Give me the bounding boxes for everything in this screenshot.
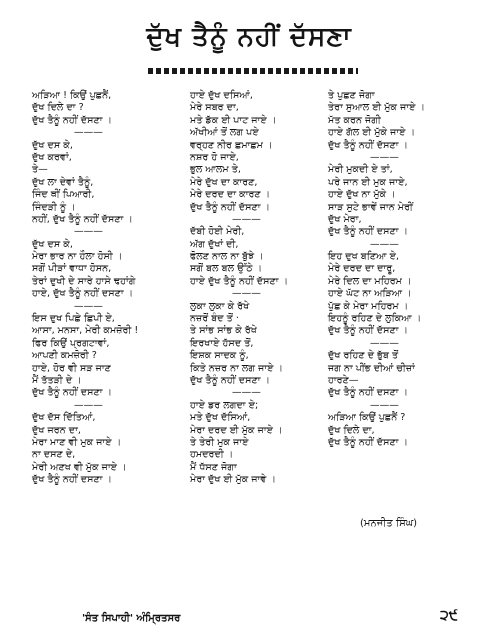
poem-line: ਮੇਰੇ ਦੁੱਖ ਦਾ ਕਾਰਣ, [190,176,258,188]
poem-line: ਦੁੱਖ ਦਸ ਕੇ, [32,139,73,151]
poem-line: ਦੁੱਖ ਦਿਲੇ ਦਾ ? [32,102,84,114]
poem-line: ਫੋਲਣ ਨਾਲ ਨਾ ਬੁੱਝੇ । [190,251,264,263]
poem-line: ਮਤੇ ਡੱਕ ਈ ਪਾਟ ਜਾਏ । [190,114,277,126]
poem-line: ਹਾਏ ਗੱਲ ਈ ਮੁੱਕੇ ਜਾਏ । [328,127,416,139]
author-signature: (ਮਨਜੀਤ ਸਿੰਘ) [360,518,418,529]
poem-line: ਮੇਰਾ ਮਾਣ ਵੀ ਮੁਕ ਜਾਏ । [32,436,122,448]
poem-line: ਹਾਏ ਡਰ ਲਗਦਾ ਏ; [190,399,259,411]
poem-line: ਦੱਬੀ ਹੋਈ ਮੇਰੀ, [190,226,245,238]
poem-line: ਦੁੱਖ ਕਰਵਾਂ, [32,151,72,163]
stanza-separator: ——— [232,387,261,399]
stanza-separator: ——— [74,226,103,238]
stanza-separator: ——— [74,127,103,139]
poem-line: ਤੇਰਾ ਸੁਆਲ ਈ ਮੁੱਕ ਜਾਏ । [328,102,426,114]
poem-line: ਦੁੱਖ ਤੈਨੂੰ ਨਹੀਂ ਦੱਸਣਾ । [328,325,408,337]
title-ornament [148,68,358,74]
poem-line: ਆਪਣੀ ਕਮਜ਼ੋਰੀ ? [32,350,97,362]
poem-line: ਮੈਂ ਤੱਤੜੀ ਦੇ । [32,374,82,386]
poem-line: ਇਹ ਦੁਖ ਬਣਿਆ ਏ, [328,251,399,263]
poem-line: ਸਗੋਂ ਪੀੜਾਂ ਵਾਧਾ ਹੋਸਨ, [32,263,112,275]
poem-line: ਹਮਦਰਦੀ । [190,449,234,461]
poem-line: ਇਸ਼ਕ ਸਾਦਕ ਨੂੰ, [190,350,249,362]
poem-column-1 [32,90,182,487]
stanza-separator: ——— [370,399,399,411]
poem-line: ਫਿਰ ਕਿਉਂ ਪ੍ਰਗਟਾਵਾਂ, [32,337,110,349]
poem-line: ਅੱਖੀਆਂ ਤੋਂ ਲਗ ਪਏ [190,127,259,139]
publication-footer: 'ਸੰਤ ਸਿਪਾਹੀ' ਅੰਮ੍ਰਿਤਸਰ [82,613,181,624]
poem-line: ਜਗ ਨਾ ਪੀਂਭ ਦੀਆਂ ਚੀਜ਼ਾਂ [328,362,415,374]
stanza-separator: ——— [370,151,399,163]
poem-line: ਮੇਰਾ ਦਰਦ ਈ ਮੁੱਕ ਜਾਏ । [190,424,283,436]
poem-line: ਦੁੱਖ ਜਰਨ ਦਾ, [32,424,81,436]
poem-line: ਜਿੰਦੜੀ ਨੂੰ । [32,201,76,213]
poem-line: ਹਾਏ, ਹੋਰ ਵੀ ਸੜ ਜਾਣ [32,362,111,374]
poem-line: ਸਗੋਂ ਬਲ ਬਲ ਉੱਠੇ । [190,263,263,275]
poem-line: ਜਿੰਦ ਥੀਂ ਪਿਆਰੀ, [32,189,95,201]
poem-line: ਦੁੱਖ ਤੈਨੂੰ ਨਹੀਂ ਦਸਣਾ । [32,474,112,486]
poem-line: ਮੱਤ ਕਰਨ ਜੋਗੀ [328,114,381,126]
stanza-separator: ——— [232,213,261,225]
stanza-separator: ——— [370,337,399,349]
poem-line: ਦੁੱਖ ਦਿਲੇ ਦਾ, [328,424,375,436]
stanza-separator: ——— [74,399,103,411]
poem-line: ਕਿਤੇ ਨਜ਼ਰ ਨਾ ਲਗ ਜਾਏ । [190,362,283,374]
poem-line: ਦੁੱਖ ਦੱਸ ਦਿੱਤਿਆਂ, [32,412,96,424]
poem-line: ਦੁੱਖ ਦਸ ਕੇ, [32,238,73,250]
poem-line: ਦੁੱਖ ਰਹਿਣ ਦੇ ਭੁੱਬ ਤੋਂ [328,350,399,362]
poem-line: ਅੜਿਆ ! ਕਿਉਂ ਪੁਛਨੈਂ, [32,90,112,101]
poem-line: ਲੁਕਾ ਲੁਕਾ ਕੇ ਰੱਖੇ [190,300,250,312]
poem-line: ਨਾ ਦਸਣ ਦੇ, [32,449,76,461]
poem-line: ਮੇਰੀ ਅਣਖ ਵੀ ਮੁੱਕ ਜਾਏ । [32,461,127,473]
poem-line: ਆਸਾ, ਮਨਸਾ, ਮੇਰੀ ਕਮਜ਼ੋਰੀ ! [32,325,139,337]
poem-line: ਨਸ਼ਰ ਹੋ ਜਾਏ, [190,151,239,163]
poem-line: ਮੇਰਾ ਦੁੱਖ ਈ ਮੁੱਕ ਜਾਵੇ । [190,474,276,486]
stanza-separator: ——— [74,300,103,312]
poem-line: ਮੇਰੇ ਦਰਦ ਦਾ ਕਾਰਣ । [190,189,271,201]
poem-line: ਮੇਰੇ ਸਬਰ ਦਾ, [190,102,239,114]
poem-line: ਵਰ੍ਹਣ ਨੀਰ ਛਮਾਛਮ । [190,139,273,151]
poem-line: ਦੁੱਖ ਤੈਨੂੰ ਨਹੀਂ ਦੱਸਣਾ । [32,114,112,126]
page-number: ੨੯ [440,608,458,624]
poem-line: ਹਾਏ ਘੱਟ ਨਾ ਅੜਿਆ । [328,288,412,300]
poem-line: ਇਹਨੂੰ ਰਹਿਣ ਦੇ ਲੁਕਿਆ । [328,313,422,325]
poem-line: ਦੁੱਖ ਤੈਨੂੰ ਨਹੀਂ ਦਸਣਾ । [32,387,112,399]
poem-line: ਦੁੱਖ ਤੈਨੂੰ ਨਹੀਂ ਦਸਣਾ । [328,226,408,238]
poem-line: ਇਸ ਦੁਖ ਪਿਛੇ ਛਿਪੀ ਏ, [32,313,115,325]
poem-line: ਹਾਏ ਦੁੱਖ ਨਾ ਮੁੱਕੇ । [328,189,396,201]
stanza-separator: ——— [232,288,261,300]
poem-line: ਮੇਰੀ ਮੁਕਦੀ ਏ ਤਾਂ, [328,164,393,176]
poem-line: ਦੁੱਖ ਲਾ ਦੇਵਾਂ ਤੈਨੂੰ, [32,176,94,188]
poem-line: ਮੇਰੇ ਦਿਲ ਦਾ ਮਹਿਰਮ । [328,275,412,287]
poem-line: ਦੁੱਖ ਤੈਨੂੰ ਨਹੀਂ ਦੱਸਣਾ । [190,201,270,213]
poem-line: ਸਾੜ ਸੁਟੇ ਭਾਵੇਂ ਜਾਨ ਮੇਰੀਂ [328,201,413,213]
poem-line: ਤੇ— [32,164,48,176]
poem-line: ਨਜ਼ਰੋਂ ਬੰਦ ਤੋਂ · [190,313,239,325]
poem-line: ਤੇ ਤੇਰੀ ਮੁਕ ਜਾਏ [190,436,249,448]
poem-line: ਮੈਂ ਧੱਸਣ ਜੋਗਾ [190,461,237,473]
poem-line: ਮੇਰੇ ਦਰਦ ਦਾ ਦਾਰੂ, [328,263,396,275]
poem-line: ਅੜਿਆ ਕਿਉਂ ਪੁਛਨੈਂ ? [328,412,406,424]
poem-line: ਪੁੱਛ ਕੇ ਮੇਰਾ ਮਹਿਰਮ । [328,300,409,312]
poem-line: ਦੁੱਖ ਤੈਨੂੰ ਨਹੀਂ ਦੱਸਣਾ । [328,436,408,448]
poem-line: ਪਰੇ ਜਾਨ ਈ ਮੁਕ ਜਾਏ, [328,176,408,188]
poem-line: ਹਾਏ, ਦੁੱਖ ਤੈਨੂੰ ਨਹੀਂ ਦਸਣਾ । [32,288,134,300]
poem-line: ਮੇਰਾ ਭਾਰ ਨਾ ਹੌਲਾ ਹੋਸੀ । [32,251,123,263]
poem-line: ਇਰਖਾਏ ਹੱਸਦ ਤੋਂ, [190,337,254,349]
poem-line: ਨਹੀਂ, ਦੁੱਖ ਤੈਨੂੰ ਨਹੀਂ ਦੱਸਣਾ । [32,213,133,225]
poem-line: ਤੇ ਸਾਂਭ ਸਾਂਭ ਕੇ ਰੱਖੇ [190,325,257,337]
poem-line: ਦੁੱਖ ਤੈਨੂੰ ਨਹੀਂ ਦਸਣਾ । [328,387,408,399]
poem-line: ਭੁਲ ਆਲਮ ਤੇ, [190,164,241,176]
poem-line: ਮਤੇ ਦੁੱਖ ਦੱਸਿਆਂ, [190,412,251,424]
poem-line: ਦੁੱਖ ਤੈਨੂੰ ਨਹੀਂ ਦੱਸਣਾ । [328,139,408,151]
poem-line: ਤੇ ਪੁਛਣ ਜੋਗਾ [328,90,375,101]
stanza-separator: ——— [370,238,399,250]
poem-line: ਹਾਏ ਦੁੱਖ ਦਸਿਆਂ, [190,90,253,101]
poem-line: ਦੁੱਖ ਤੈਨੂੰ ਨਹੀਂ ਦਸਣਾ । [190,374,270,386]
poem-line: ਅੱਗ ਦੁੱਖਾਂ ਦੀ, [190,238,239,250]
poem-column-2 [190,90,340,487]
poem-line: ਹਾਏ ਦੁੱਖ ਤੈਨੂੰ ਨਹੀਂ ਦੱਸਣਾ । [190,275,289,287]
poem-title: ਦੁੱਖ ਤੈਨੂੰ ਨਹੀਂ ਦੱਸਣਾ [146,22,352,52]
poem-line: ਦੁੱਖ ਮੇਰਾ, [328,213,362,225]
poem-column-3 [328,90,478,449]
poem-line: ਤੇਰਾਂ ਦੁਖੀ ਦੇ ਸਾਰੇ ਹਾਸੇ ਢਹਾਂਗੇ [32,275,136,287]
poem-line: ਹਾਰਣੇ— [328,374,359,386]
